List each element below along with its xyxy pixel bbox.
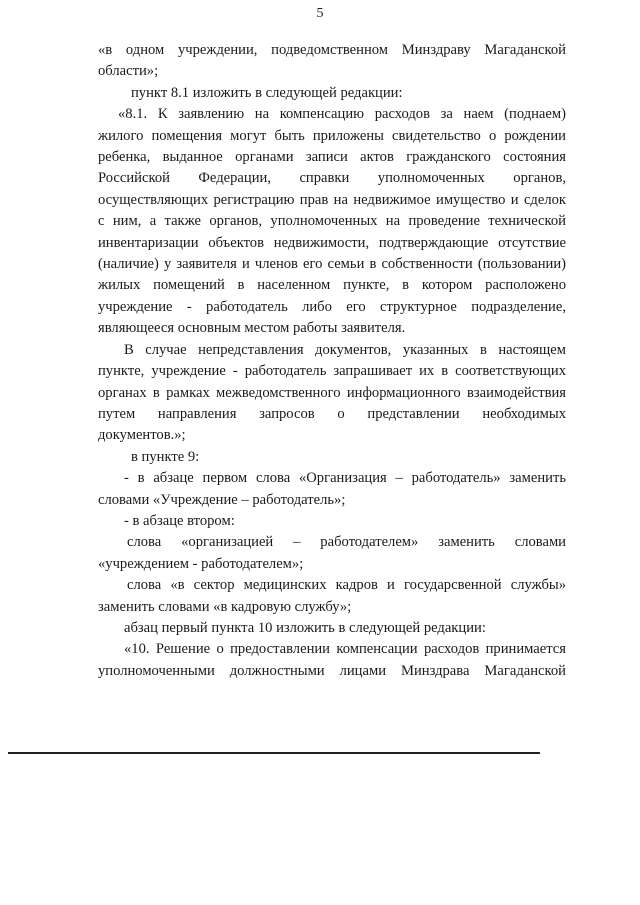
document-body bbox=[98, 40, 566, 682]
paragraph-point-9-first bbox=[98, 468, 566, 511]
text-line: области»; bbox=[98, 63, 159, 80]
text-line: жилого помещения могут быть приложены свидетельство о рождении bbox=[98, 127, 566, 144]
text-line: органах в рамках межведомственного информационного взаимодействия bbox=[98, 384, 566, 401]
text-line: «в одном учреждении, подведомственном Минздраву Магаданской bbox=[98, 42, 566, 58]
paragraph-documents-request bbox=[98, 340, 566, 447]
paragraph-words-sector bbox=[98, 575, 566, 618]
paragraph-clause-8-1 bbox=[98, 104, 566, 339]
text-line: В случае непредставления документов, указанных в настоящем bbox=[124, 341, 566, 358]
paragraph-amend-10 bbox=[98, 618, 566, 639]
text-line: «10. Решение о предоставлении компенсации расходов принимается bbox=[124, 641, 566, 658]
text-line: абзац первый пункта 10 изложить в следующей редакции: bbox=[124, 619, 486, 636]
paragraph-point-9-second bbox=[98, 511, 566, 532]
text-line: Российской Федерации, справки уполномоченных органов, bbox=[98, 170, 566, 187]
paragraph-words-organization bbox=[98, 532, 566, 575]
text-line: - в абзаце первом слова «Организация – работодатель» заменить bbox=[124, 470, 566, 487]
text-line: слова «организацией – работодателем» заменить словами bbox=[127, 534, 566, 551]
text-line: жилых помещений в населенном пункте, в котором расположено bbox=[98, 277, 566, 294]
text-line: «учреждением - работодателем»; bbox=[98, 555, 304, 572]
text-line: документов.»; bbox=[98, 427, 186, 444]
text-line: являющееся основным местом работы заявителя. bbox=[98, 320, 406, 337]
page-number: 5 bbox=[316, 6, 324, 21]
paragraph-point-9 bbox=[98, 447, 566, 468]
text-line: (наличие) у заявителя и членов его семьи в собственности (пользовании) bbox=[98, 256, 566, 273]
text-line: слова «в сектор медицинских кадров и государсвенной службы» bbox=[127, 577, 566, 594]
paragraph-minzdrav-institution bbox=[98, 40, 566, 83]
text-line: пункте, учреждение - работодатель запрашивает их в соответствующих bbox=[98, 363, 566, 380]
text-line: путем направления запросов о представлении необходимых bbox=[98, 405, 566, 422]
text-line: пункт 8.1 изложить в следующей редакции: bbox=[131, 84, 403, 101]
text-line: словами «Учреждение – работодатель»; bbox=[98, 491, 346, 508]
text-line: «8.1. К заявлению на компенсацию расходов за наем (поднаем) bbox=[118, 106, 566, 123]
text-line: с ним, а также органов, уполномоченных на проведение технической bbox=[98, 213, 566, 230]
text-line: - в абзаце втором: bbox=[124, 512, 235, 529]
page-bottom-rule bbox=[8, 752, 540, 754]
text-line: инвентаризации объектов недвижимости, подтверждающие отсутствие bbox=[98, 234, 566, 251]
paragraph-amend-8-1 bbox=[98, 83, 566, 104]
text-line: уполномоченными должностными лицами Минздрава Магаданской bbox=[98, 662, 566, 679]
text-line: заменить словами «в кадровую службу»; bbox=[98, 598, 352, 615]
text-line: в пункте 9: bbox=[131, 448, 200, 465]
paragraph-clause-10 bbox=[98, 639, 566, 682]
text-line: ребенка, выданное органами записи актов гражданского состояния bbox=[98, 149, 566, 166]
text-line: осуществляющих регистрацию прав на недвижимое имущество и сделок bbox=[98, 191, 566, 208]
text-line: учреждение - работодатель либо его структурное подразделение, bbox=[98, 298, 566, 315]
